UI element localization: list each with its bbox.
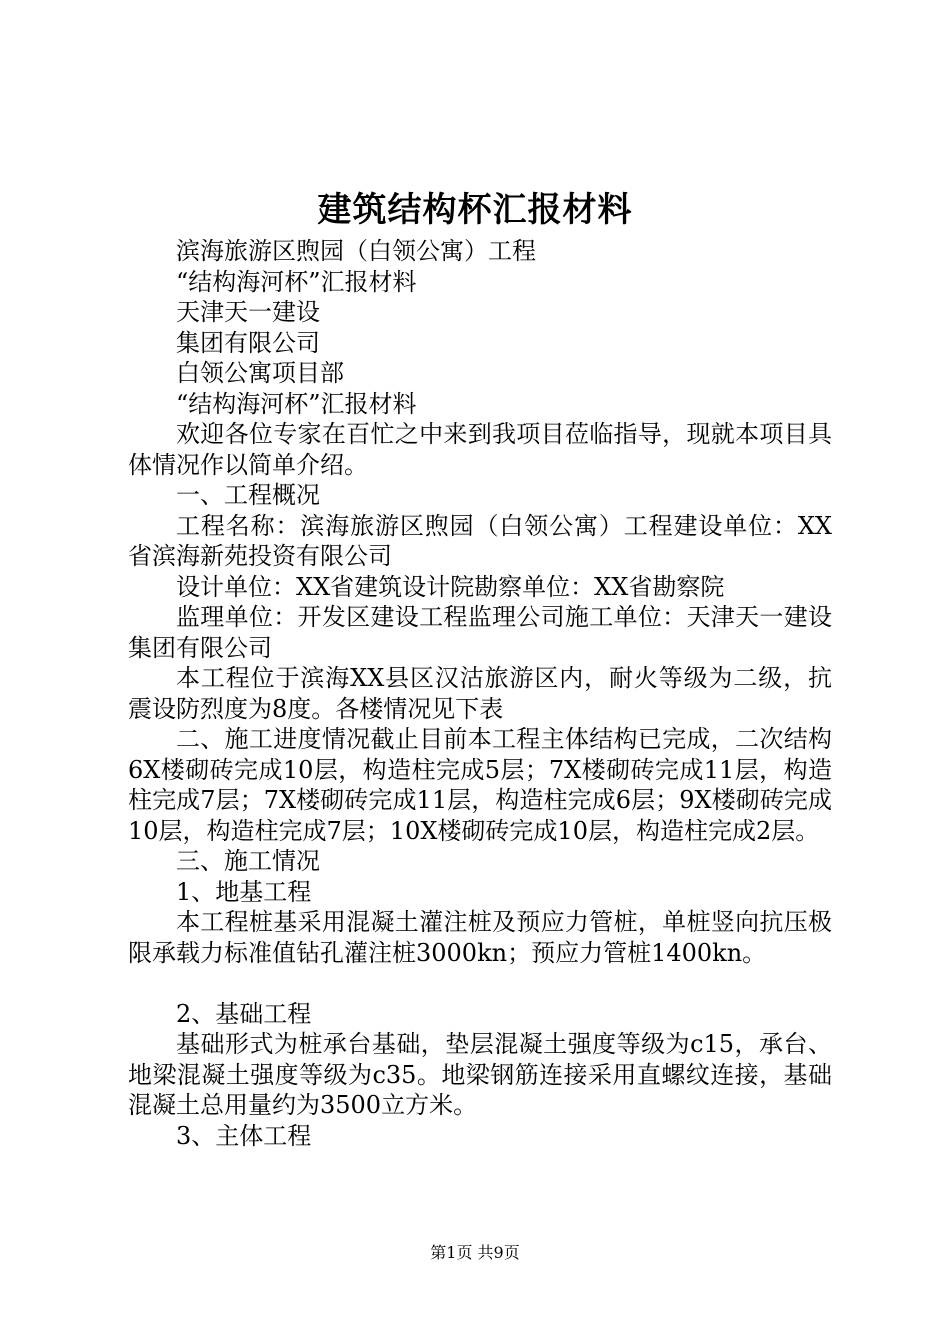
section-heading-construction: 三、施工情况 xyxy=(176,847,320,875)
paragraph-report-title: “结构海河杯”汇报材料 xyxy=(176,267,417,296)
paragraph-design-unit: 设计单位：XX省建筑设计院勘察单位：XX省勘察院 xyxy=(176,572,725,601)
paragraph-project-info: 工程名称：滨海旅游区煦园（白领公寓）工程建设单位：XX省滨海新苑投资有限公司 xyxy=(128,511,832,570)
paragraph-company-line-1: 天津天一建设 xyxy=(176,298,320,326)
paragraph-project-dept: 白领公寓项目部 xyxy=(176,359,344,387)
paragraph-supervision-unit: 监理单位：开发区建设工程监理公司施工单位：天津天一建设集团有限公司 xyxy=(128,603,832,662)
subsection-heading-foundation: 1、地基工程 xyxy=(176,877,312,906)
paragraph-report-title-repeat: “结构海河杯”汇报材料 xyxy=(176,389,417,418)
paragraph-project-name: 滨海旅游区煦园（白领公寓）工程 xyxy=(176,237,536,265)
document-title: 建筑结构杯汇报材料 xyxy=(317,190,633,230)
subsection-heading-main: 3、主体工程 xyxy=(176,1121,312,1150)
paragraph-welcome: 欢迎各位专家在百忙之中来到我项目莅临指导，现就本项目具体情况作以简单介绍。 xyxy=(128,420,832,479)
paragraph-location: 本工程位于滨海XX县区汉沽旅游区内，耐火等级为二级，抗震设防烈度为8度。各楼情况见下表 xyxy=(128,664,832,723)
subsection-heading-base: 2、基础工程 xyxy=(176,999,312,1028)
section-heading-overview: 一、工程概况 xyxy=(176,481,320,509)
paragraph-pile-foundation: 本工程桩基采用混凝土灌注桩及预应力管桩，单桩竖向抗压极限承载力标准值钻孔灌注桩3000kn；预应力管桩1400kn。 xyxy=(128,908,832,967)
paragraph-spacer xyxy=(128,968,832,999)
page-footer: 第1页 共9页 xyxy=(430,1243,520,1262)
paragraph-company-line-2: 集团有限公司 xyxy=(176,328,320,357)
paragraph-base-work: 基础形式为桩承台基础，垫层混凝土强度等级为c15，承台、地梁混凝土强度等级为c35。地梁钢筋连接采用直螺纹连接，基础混凝土总用量约为3500立方米。 xyxy=(128,1030,832,1119)
document-body xyxy=(128,236,832,1151)
paragraph-progress: 二、施工进度情况截止目前本工程主体结构已完成，二次结构6X楼砌砖完成10层，构造柱完成5层；7X楼砌砖完成11层，构造柱完成7层；7X楼砌砖完成11层，构造柱完成6层；9X楼砌砖完成10层，构造柱完成7层；10X楼砌砖完成10层，构造柱完成2层。 xyxy=(128,725,832,845)
